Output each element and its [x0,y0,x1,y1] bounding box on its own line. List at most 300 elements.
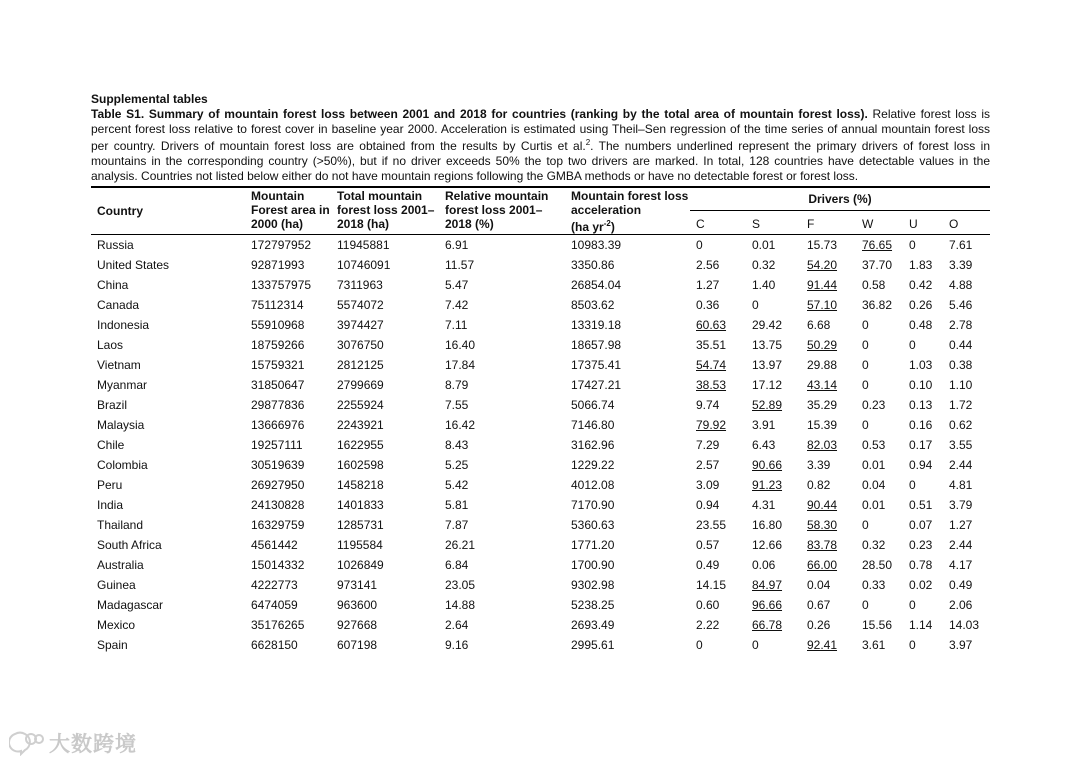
cell-relative-loss: 26.21 [445,537,476,552]
driver-value: 35.29 [807,397,838,412]
driver-value: 35.51 [696,337,727,352]
cell-driver-u [903,575,943,595]
cell-total-loss: 973141 [337,577,378,592]
cell-relative-loss: 7.55 [445,397,469,412]
cell-acceleration: 8503.62 [571,297,615,312]
driver-value: 2.57 [696,457,720,472]
driver-value: 0.49 [949,577,973,592]
cell-driver-w [856,415,903,435]
cell-driver-s [746,315,801,335]
cell-country: Mexico [97,617,136,632]
cell-driver-f [801,555,856,575]
driver-value: 0 [752,297,759,312]
driver-value: 0.62 [949,417,973,432]
header-acceleration-unit-exponent: -2 [603,218,611,228]
cell-driver-s [746,535,801,555]
cell-driver-f [801,515,856,535]
caption-citation: 2 [585,138,591,148]
table-row [91,375,990,395]
driver-value: 3.79 [949,497,973,512]
cell-country: Russia [97,237,134,252]
cell-driver-f [801,495,856,515]
cell-driver-u [903,295,943,315]
driver-value: 38.53 [696,377,727,392]
header-acceleration-unit-close: ) [610,219,615,234]
cell-driver-f [801,234,856,255]
cell-relative-loss: 2.64 [445,617,469,632]
cell-driver-c [690,555,746,575]
driver-value: 0 [696,237,703,252]
driver-value: 3.97 [949,637,973,652]
cell-driver-f [801,415,856,435]
table-row [91,615,990,635]
cell-relative-loss: 5.42 [445,477,469,492]
cell-country: Canada [97,297,140,312]
cell-relative-loss: 16.42 [445,417,476,432]
cell-forest-area: 19257111 [251,437,303,452]
cell-driver-w [856,575,903,595]
driver-value: 0 [862,317,869,332]
driver-value: 1.27 [949,517,973,532]
cell-total-loss: 2255924 [337,397,384,412]
cell-driver-o [943,435,990,455]
cell-driver-w [856,335,903,355]
header-acceleration-label: Mountain forest loss acceleration [571,188,689,217]
cell-forest-area: 75112314 [251,297,304,312]
driver-value: 66.78 [752,617,783,632]
driver-value: 2.56 [696,257,720,272]
cell-country: Malaysia [97,417,145,432]
watermark [9,728,137,758]
cell-driver-w [856,455,903,475]
header-driver-s: S [746,210,801,234]
cell-country: Madagascar [97,597,164,612]
supplement-page [91,92,990,655]
driver-value: 4.81 [949,477,973,492]
table-row [91,315,990,335]
cell-country: Australia [97,557,144,572]
cell-forest-area: 4222773 [251,577,298,592]
driver-value: 0.94 [696,497,720,512]
driver-value: 91.23 [752,477,783,492]
driver-value: 0.01 [752,237,776,252]
cell-driver-s [746,595,801,615]
cell-driver-u [903,435,943,455]
cell-driver-c [690,635,746,655]
cell-acceleration: 18657.98 [571,337,622,352]
cell-driver-u [903,555,943,575]
cell-total-loss: 1195584 [337,537,383,552]
cell-driver-f [801,615,856,635]
cell-country: Colombia [97,457,148,472]
driver-value: 54.74 [696,357,727,372]
cell-driver-c [690,255,746,275]
driver-value: 0.33 [862,577,886,592]
cell-country: Vietnam [97,357,141,372]
header-driver-c: C [690,210,746,234]
driver-value: 0.60 [696,597,720,612]
driver-value: 92.41 [807,637,838,652]
cell-driver-u [903,255,943,275]
cell-driver-c [690,455,746,475]
cell-driver-c [690,355,746,375]
cell-country: Peru [97,477,123,492]
cell-driver-f [801,435,856,455]
driver-value: 0.82 [807,477,831,492]
cell-relative-loss: 14.88 [445,597,476,612]
cell-driver-c [690,475,746,495]
driver-value: 0 [909,237,916,252]
cell-driver-o [943,275,990,295]
cell-forest-area: 15759321 [251,357,305,372]
driver-value: 0.49 [696,557,720,572]
cell-driver-u [903,495,943,515]
table-row [91,595,990,615]
cell-forest-area: 29877836 [251,397,305,412]
driver-value: 16.80 [752,517,783,532]
table-row [91,435,990,455]
cell-driver-w [856,515,903,535]
cell-relative-loss: 5.25 [445,457,469,472]
driver-value: 2.78 [949,317,973,332]
cell-country: Brazil [97,397,128,412]
driver-value: 0.57 [696,537,720,552]
driver-value: 0.07 [909,517,933,532]
cell-relative-loss: 6.84 [445,557,469,572]
caption-text: Relative forest loss is percent forest loss relative to forest cover in baseline year 2000. Acceleration is estimated using Theil–Sen regression of the time series of annual mountain forest loss per country. Drivers of mountain forest loss are obtained from the results by Curtis et al. [91,107,990,154]
driver-value: 15.73 [807,237,838,252]
table-row [91,355,990,375]
section-heading: Supplemental tables [91,92,208,106]
cell-forest-area: 4561442 [251,537,298,552]
header-driver-f: F [801,210,856,234]
cell-relative-loss: 17.84 [445,357,476,372]
chat-bubble-logo-icon [9,730,45,756]
driver-value: 0.01 [862,457,886,472]
cell-total-loss: 1458218 [337,477,384,492]
driver-value: 0.48 [909,317,933,332]
driver-value: 76.65 [862,237,893,252]
cell-country: Guinea [97,577,136,592]
cell-driver-s [746,635,801,655]
table-row [91,475,990,495]
cell-acceleration: 3350.86 [571,257,615,272]
driver-value: 60.63 [696,317,727,332]
cell-driver-f [801,475,856,495]
driver-value: 1.03 [909,357,933,372]
driver-value: 37.70 [862,257,893,272]
driver-value: 84.97 [752,577,783,592]
driver-value: 0.04 [807,577,831,592]
driver-value: 57.10 [807,297,838,312]
cell-forest-area: 35176265 [251,617,305,632]
cell-acceleration: 3162.96 [571,437,615,452]
driver-value: 7.29 [696,437,720,452]
cell-forest-area: 6628150 [251,637,298,652]
cell-total-loss: 1026849 [337,557,384,572]
driver-value: 36.82 [862,297,893,312]
driver-value: 1.10 [949,377,973,392]
cell-driver-o [943,495,990,515]
cell-driver-f [801,335,856,355]
cell-driver-w [856,475,903,495]
driver-value: 1.27 [696,277,720,292]
cell-country: India [97,497,124,512]
cell-relative-loss: 7.11 [445,317,468,332]
table-row [91,535,990,555]
cell-total-loss: 2812125 [337,357,384,372]
cell-total-loss: 1602598 [337,457,384,472]
cell-driver-o [943,555,990,575]
cell-forest-area: 172797952 [251,237,312,252]
cell-driver-s [746,395,801,415]
watermark-text: 大数跨境 [49,733,137,756]
cell-relative-loss: 5.47 [445,277,469,292]
driver-value: 83.78 [807,537,838,552]
header-acceleration [565,187,690,235]
table-row [91,255,990,275]
driver-value: 0.32 [752,257,776,272]
cell-driver-o [943,375,990,395]
cell-driver-u [903,315,943,335]
driver-value: 96.66 [752,597,783,612]
driver-value: 0.36 [696,297,720,312]
table-row [91,395,990,415]
cell-driver-o [943,395,990,415]
cell-driver-f [801,575,856,595]
cell-forest-area: 133757975 [251,277,312,292]
driver-value: 5.46 [949,297,973,312]
cell-forest-area: 26927950 [251,477,305,492]
cell-acceleration: 26854.04 [571,277,622,292]
header-drivers: Drivers (%) [690,187,990,210]
driver-value: 54.20 [807,257,838,272]
cell-total-loss: 3974427 [337,317,384,332]
driver-value: 12.66 [752,537,783,552]
cell-country: United States [97,257,170,272]
header-country: Country [91,187,245,235]
cell-driver-w [856,275,903,295]
caption-title: Table S1. Summary of mountain forest loss between 2001 and 2018 for countries (ranking by the total area of mountain forest loss). [91,107,868,121]
forest-loss-table [91,186,990,655]
cell-driver-f [801,315,856,335]
cell-acceleration: 9302.98 [571,577,615,592]
cell-driver-u [903,455,943,475]
table-row [91,455,990,475]
cell-total-loss: 5574072 [337,297,384,312]
cell-driver-s [746,495,801,515]
cell-relative-loss: 11.57 [445,257,475,272]
cell-driver-w [856,355,903,375]
cell-driver-u [903,535,943,555]
driver-value: 90.66 [752,457,783,472]
cell-driver-c [690,415,746,435]
cell-total-loss: 927668 [337,617,378,632]
driver-value: 3.61 [862,637,886,652]
driver-value: 0.51 [909,497,933,512]
driver-value: 6.43 [752,437,776,452]
cell-acceleration: 1700.90 [571,557,615,572]
cell-total-loss: 1401833 [337,497,384,512]
driver-value: 0.26 [909,297,933,312]
driver-value: 0.10 [909,377,933,392]
cell-driver-s [746,455,801,475]
table-body [91,234,990,655]
driver-value: 2.22 [696,617,720,632]
cell-driver-w [856,315,903,335]
driver-value: 0 [862,597,869,612]
cell-driver-o [943,234,990,255]
cell-acceleration: 17427.21 [571,377,622,392]
table-row [91,335,990,355]
driver-value: 29.88 [807,357,838,372]
cell-driver-f [801,355,856,375]
cell-driver-c [690,515,746,535]
table-row [91,234,990,255]
cell-driver-c [690,435,746,455]
driver-value: 0 [752,637,759,652]
driver-value: 0 [696,637,703,652]
cell-driver-s [746,475,801,495]
cell-driver-w [856,535,903,555]
cell-driver-w [856,555,903,575]
table-row [91,275,990,295]
driver-value: 0.26 [807,617,831,632]
table-row [91,495,990,515]
cell-forest-area: 31850647 [251,377,305,392]
driver-value: 91.44 [807,277,838,292]
cell-driver-o [943,475,990,495]
cell-country: Myanmar [97,377,148,392]
driver-value: 50.29 [807,337,838,352]
header-driver-w: W [856,210,903,234]
cell-driver-c [690,495,746,515]
cell-driver-u [903,355,943,375]
cell-driver-u [903,595,943,615]
cell-driver-w [856,234,903,255]
driver-value: 0 [862,517,869,532]
cell-driver-s [746,555,801,575]
driver-value: 4.17 [949,557,973,572]
cell-driver-o [943,295,990,315]
driver-value: 15.39 [807,417,838,432]
header-driver-u: U [903,210,943,234]
cell-driver-o [943,615,990,635]
driver-value: 3.39 [949,257,973,272]
driver-value: 23.55 [696,517,727,532]
driver-value: 0 [862,417,869,432]
cell-driver-c [690,575,746,595]
header-forest-area: Mountain Forest area in 2000 (ha) [245,187,331,235]
cell-country: China [97,277,129,292]
cell-driver-f [801,255,856,275]
cell-forest-area: 24130828 [251,497,305,512]
cell-driver-w [856,435,903,455]
cell-driver-w [856,295,903,315]
cell-driver-c [690,595,746,615]
driver-value: 0.01 [862,497,886,512]
cell-forest-area: 6474059 [251,597,298,612]
driver-value: 52.89 [752,397,783,412]
cell-driver-o [943,355,990,375]
table-row [91,555,990,575]
cell-driver-u [903,375,943,395]
header-acceleration-unit: (ha yr [571,219,604,234]
driver-value: 0 [909,637,916,652]
cell-driver-f [801,595,856,615]
driver-value: 2.44 [949,457,973,472]
cell-relative-loss: 8.79 [445,377,469,392]
cell-total-loss: 2799669 [337,377,384,392]
cell-driver-w [856,255,903,275]
cell-country: South Africa [97,537,162,552]
cell-total-loss: 3076750 [337,337,384,352]
cell-forest-area: 92871993 [251,257,305,272]
driver-value: 0 [909,477,916,492]
driver-value: 0.58 [862,277,886,292]
header-driver-o: O [943,210,990,234]
cell-driver-o [943,315,990,335]
driver-value: 0 [862,357,869,372]
driver-value: 0.78 [909,557,933,572]
driver-value: 82.03 [807,437,838,452]
cell-driver-f [801,635,856,655]
cell-acceleration: 10983.39 [571,237,622,252]
driver-value: 3.91 [752,417,776,432]
driver-value: 0.16 [909,417,933,432]
cell-country: Thailand [97,517,144,532]
driver-value: 9.74 [696,397,720,412]
driver-value: 7.61 [949,237,973,252]
cell-total-loss: 2243921 [337,417,384,432]
cell-country: Spain [97,637,128,652]
driver-value: 0 [862,377,869,392]
cell-acceleration: 5360.63 [571,517,615,532]
driver-value: 13.97 [752,357,783,372]
cell-driver-w [856,375,903,395]
driver-value: 0.23 [909,537,933,552]
driver-value: 0.04 [862,477,886,492]
cell-driver-o [943,595,990,615]
cell-country: Chile [97,437,125,452]
cell-driver-w [856,495,903,515]
table-row [91,575,990,595]
cell-total-loss: 7311963 [337,277,383,292]
cell-driver-s [746,515,801,535]
cell-acceleration: 13319.18 [571,317,622,332]
cell-relative-loss: 7.42 [445,297,469,312]
driver-value: 1.83 [909,257,933,272]
driver-value: 0.02 [909,577,933,592]
cell-driver-s [746,234,801,255]
driver-value: 14.03 [949,617,980,632]
cell-driver-s [746,275,801,295]
cell-forest-area: 30519639 [251,457,305,472]
driver-value: 13.75 [752,337,783,352]
driver-value: 1.14 [909,617,933,632]
driver-value: 2.06 [949,597,973,612]
cell-driver-o [943,515,990,535]
cell-driver-f [801,535,856,555]
cell-acceleration: 5238.25 [571,597,615,612]
cell-driver-o [943,415,990,435]
cell-driver-u [903,335,943,355]
cell-relative-loss: 7.87 [445,517,469,532]
cell-relative-loss: 6.91 [445,237,469,252]
cell-driver-s [746,415,801,435]
cell-acceleration: 5066.74 [571,397,615,412]
cell-relative-loss: 5.81 [445,497,469,512]
